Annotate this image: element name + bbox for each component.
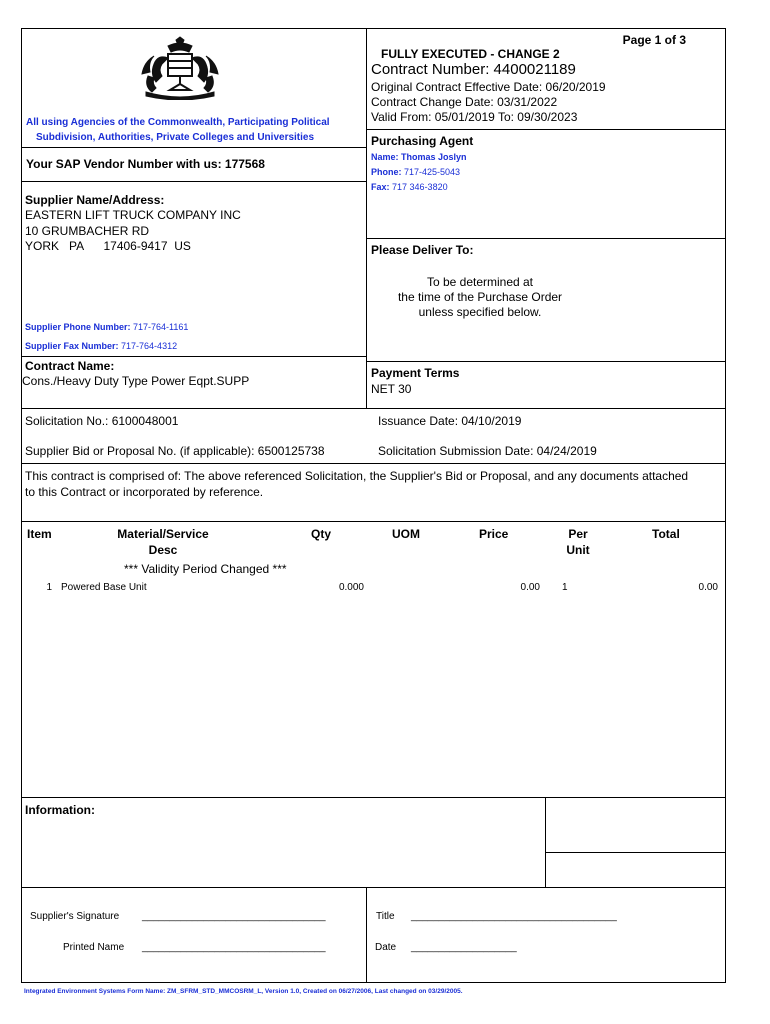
divider-vendor-top — [21, 147, 367, 148]
commonwealth-seal-icon — [138, 36, 222, 100]
validity-note: *** Validity Period Changed *** — [124, 562, 287, 576]
supplier-street: 10 GRUMBACHER RD — [25, 224, 150, 238]
comprised-line-2: to this Contract or incorporated by reference. — [25, 485, 264, 499]
contract-change-date: Contract Change Date: 03/31/2022 — [371, 95, 558, 109]
frame-bottom — [21, 982, 726, 983]
divider-payment-top — [366, 361, 726, 362]
row-1-price: 0.00 — [520, 582, 540, 593]
middle-divider-top — [366, 28, 367, 409]
divider-comprised-top — [21, 463, 726, 464]
supplier-name: EASTERN LIFT TRUCK COMPANY INC — [25, 208, 241, 222]
payment-terms-value: NET 30 — [371, 382, 412, 396]
title-label: Title — [376, 911, 395, 922]
col-header-price: Price — [479, 527, 509, 541]
deliver-line-2: the time of the Purchase Order — [397, 290, 563, 304]
divider-deliver-top — [366, 238, 726, 239]
sap-vendor-number: Your SAP Vendor Number with us: 177568 — [26, 157, 265, 171]
row-1-total: 0.00 — [698, 582, 718, 593]
submission-date: Solicitation Submission Date: 04/24/2019 — [378, 444, 597, 458]
supplier-heading: Supplier Name/Address: — [25, 193, 165, 207]
purchasing-agent-heading: Purchasing Agent — [371, 134, 474, 148]
supplier-bid-number: Supplier Bid or Proposal No. (if applicable): 6500125738 — [25, 444, 325, 458]
date-line: ___________________ — [411, 942, 517, 953]
contract-name-heading: Contract Name: — [25, 359, 115, 373]
frame-top — [21, 28, 726, 29]
divider-supplier-top — [21, 181, 367, 182]
agent-phone-line: Phone: 717-425-5043 — [371, 167, 461, 177]
col-header-qty: Qty — [311, 527, 332, 541]
supplier-signature-line: _________________________________ — [142, 911, 326, 922]
supplier-city-line: YORK PA 17406-9417 US — [25, 239, 191, 253]
valid-period: Valid From: 05/01/2019 To: 09/30/2023 — [371, 110, 578, 124]
printed-name-label: Printed Name — [63, 942, 125, 953]
info-box-mid — [545, 852, 726, 853]
agencies-line-2: Subdivision, Authorities, Private Colleges and Universities — [36, 132, 315, 143]
divider-info-top — [21, 797, 726, 798]
col-header-material-1: Material/Service — [117, 527, 209, 541]
col-header-material-2: Desc — [148, 543, 178, 557]
contract-name-value: Cons./Heavy Duty Type Power Eqpt.SUPP — [22, 374, 250, 388]
agent-fax-line: Fax: 717 346-3820 — [371, 182, 448, 192]
page-indicator: Page 1 of 3 — [622, 33, 686, 47]
agent-name-line: Name: Thomas Joslyn — [371, 152, 467, 162]
contract-number: Contract Number: 4400021189 — [371, 61, 576, 78]
payment-terms-heading: Payment Terms — [371, 366, 460, 380]
supplier-signature-label: Supplier's Signature — [30, 911, 120, 922]
deliver-line-3: unless specified below. — [418, 305, 542, 319]
row-1-desc: Powered Base Unit — [61, 582, 147, 593]
row-1-per-unit: 1 — [562, 582, 568, 593]
information-heading: Information: — [25, 803, 95, 817]
divider-contract-name-top — [21, 356, 367, 357]
divider-solicitation-top — [21, 408, 726, 409]
original-effective-date: Original Contract Effective Date: 06/20/2019 — [371, 80, 606, 94]
signature-divider — [366, 887, 367, 983]
comprised-line-1: This contract is comprised of: The above referenced Solicitation, the Supplier's Bid or Proposal, and any documents attached — [25, 469, 689, 483]
deliver-line-1: To be determined at — [426, 275, 534, 289]
frame-right — [725, 28, 726, 983]
deliver-heading: Please Deliver To: — [371, 243, 474, 257]
frame-left — [21, 28, 22, 983]
col-header-item: Item — [27, 527, 52, 541]
supplier-fax-line: Supplier Fax Number: 717-764-4312 — [25, 341, 178, 351]
col-header-per-1: Per — [568, 527, 588, 541]
issuance-date: Issuance Date: 04/10/2019 — [378, 414, 522, 428]
supplier-phone-line: Supplier Phone Number: 717-764-1161 — [25, 322, 189, 332]
date-label: Date — [375, 942, 397, 953]
divider-table-top — [21, 521, 726, 522]
col-header-total: Total — [652, 527, 680, 541]
contract-status: FULLY EXECUTED - CHANGE 2 — [381, 47, 560, 61]
solicitation-number: Solicitation No.: 6100048001 — [25, 414, 179, 428]
printed-name-line: _________________________________ — [142, 942, 326, 953]
info-box-divider — [545, 797, 546, 888]
col-header-per-2: Unit — [566, 543, 590, 557]
form-footer: Integrated Environment Systems Form Name: ZM_SFRM_STD_MMCOSRM_L, Version 1.0, Created on 06/27/2006, Last changed on 03/29/2005. — [24, 988, 463, 995]
row-1-qty: 0.000 — [338, 582, 364, 593]
divider-signature-top — [21, 887, 726, 888]
col-header-uom: UOM — [392, 527, 420, 541]
agencies-line-1: All using Agencies of the Commonwealth, Participating Political — [26, 117, 330, 128]
divider-agent-top — [366, 129, 726, 130]
title-line: _____________________________________ — [411, 911, 617, 922]
row-1-item: 1 — [46, 582, 52, 593]
